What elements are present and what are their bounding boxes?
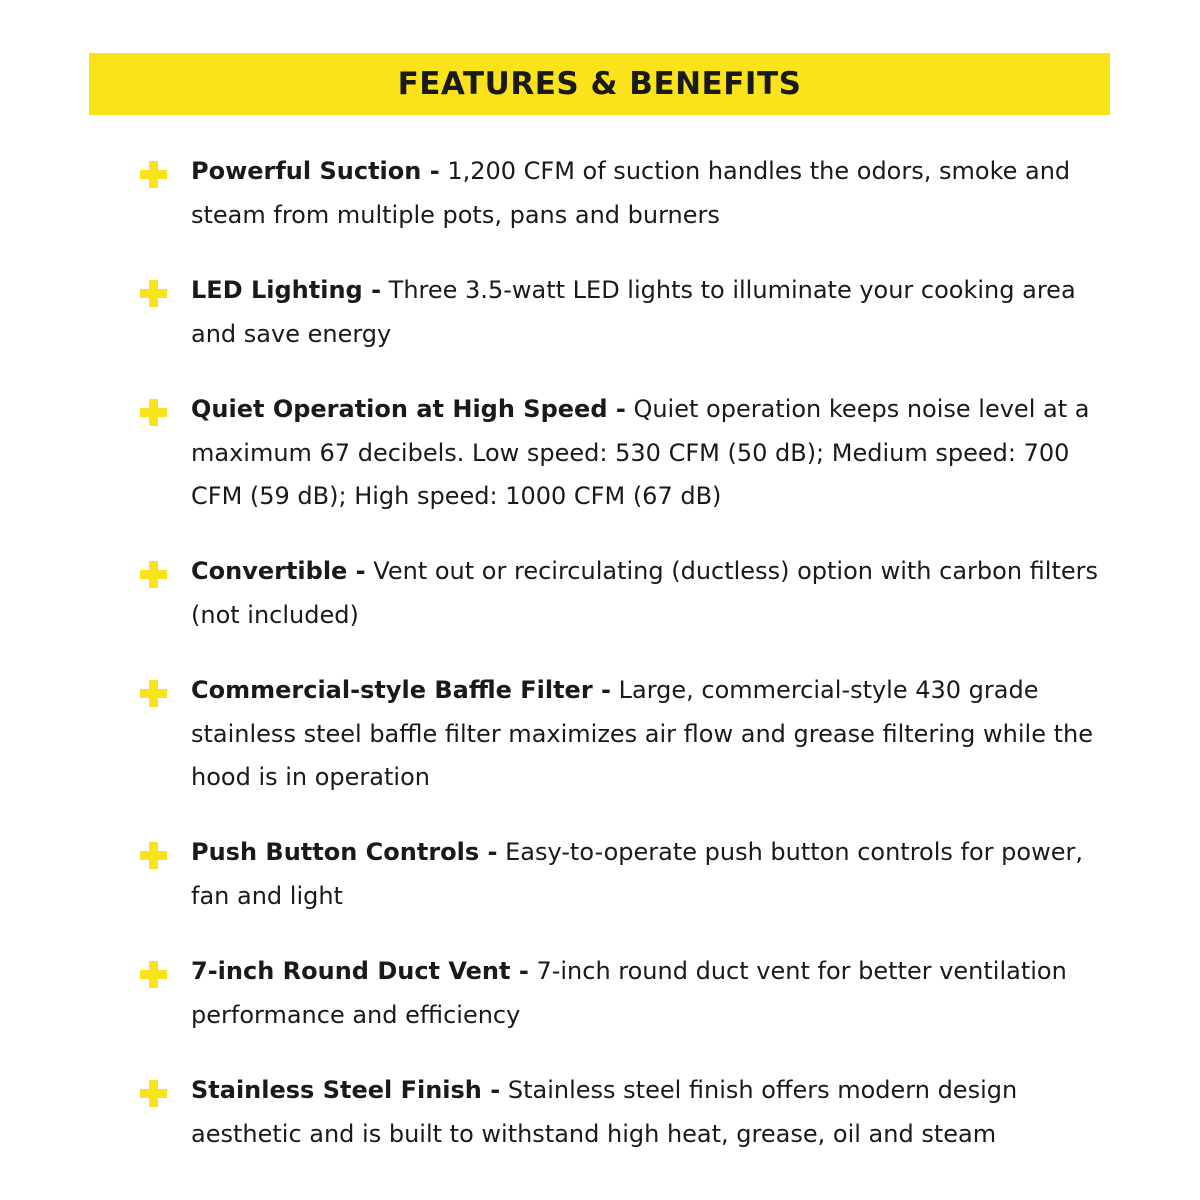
feature-title: Stainless Steel Finish - xyxy=(191,1076,501,1104)
feature-title: Convertible - xyxy=(191,557,366,585)
plus-icon xyxy=(140,161,167,188)
page-title: FEATURES & BENEFITS xyxy=(397,66,802,102)
plus-icon xyxy=(140,842,167,869)
feature-text xyxy=(191,150,1121,237)
feature-title: Push Button Controls - xyxy=(191,838,498,866)
feature-text xyxy=(191,669,1121,800)
feature-text xyxy=(191,950,1121,1037)
plus-icon xyxy=(140,399,167,426)
plus-icon xyxy=(140,561,167,588)
feature-description: 1,200 CFM of suction handles the odors, smoke and steam from multiple pots, pans and burners xyxy=(191,157,1071,229)
plus-icon xyxy=(140,280,167,307)
feature-description: Large, commercial-style 430 grade stainless steel baffle filter maximizes air flow and grease filtering while the hood is in operation xyxy=(191,676,1093,791)
feature-description: Quiet operation keeps noise level at a maximum 67 decibels. Low speed: 530 CFM (50 dB); Medium speed: 700 CFM (59 dB); High speed: 1000 CFM (67 dB) xyxy=(191,395,1090,510)
plus-icon xyxy=(140,1080,167,1107)
feature-text xyxy=(191,550,1121,637)
feature-description: Three 3.5-watt LED lights to illuminate your cooking area and save energy xyxy=(191,276,1076,348)
feature-title: LED Lighting - xyxy=(191,276,382,304)
feature-title: 7-inch Round Duct Vent - xyxy=(191,957,529,985)
plus-icon xyxy=(140,680,167,707)
feature-description: Easy-to-operate push button controls for power, fan and light xyxy=(191,838,1083,910)
feature-description: Stainless steel finish offers modern design aesthetic and is built to withstand high heat, grease, oil and steam xyxy=(191,1076,1018,1148)
feature-title: Commercial-style Baffle Filter - xyxy=(191,676,611,704)
feature-description: 7-inch round duct vent for better ventilation performance and efficiency xyxy=(191,957,1067,1029)
feature-title: Powerful Suction - xyxy=(191,157,440,185)
feature-text xyxy=(191,269,1121,356)
plus-icon xyxy=(140,961,167,988)
feature-description: Vent out or recirculating (ductless) option with carbon filters (not included) xyxy=(191,557,1098,629)
feature-text xyxy=(191,831,1121,918)
feature-title: Quiet Operation at High Speed - xyxy=(191,395,626,423)
feature-text xyxy=(191,1069,1121,1156)
feature-text xyxy=(191,388,1121,519)
